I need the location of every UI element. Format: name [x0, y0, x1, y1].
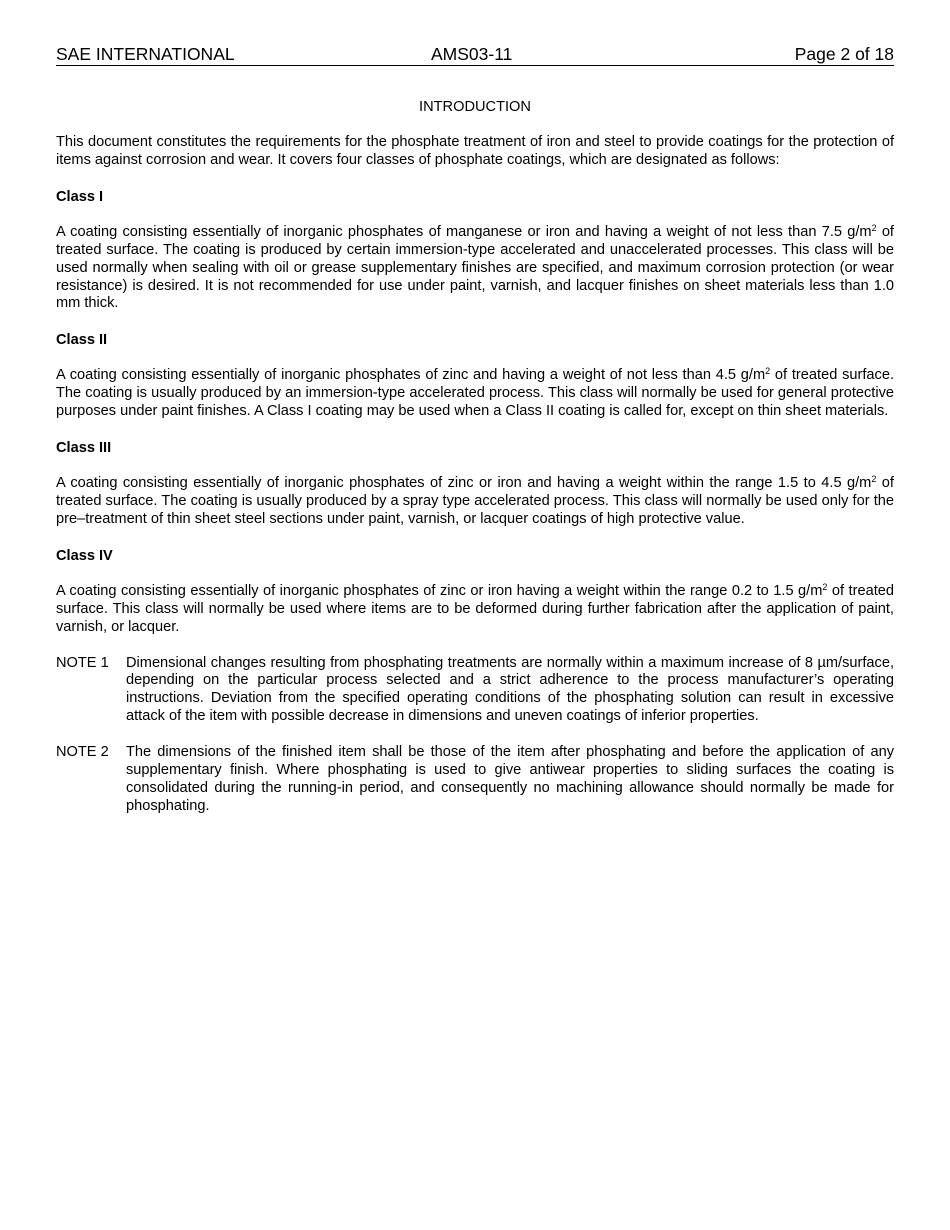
header-page-label: Page 2 of 18	[794, 44, 894, 64]
class-superscript: 2	[765, 366, 771, 377]
note-label: NOTE 1	[56, 654, 109, 671]
class-text: A coating consisting essentially of inorganic phosphates of zinc and having a weight of not less than 4.5 g/m	[56, 367, 766, 384]
class-description	[56, 475, 894, 529]
class-section-1	[56, 188, 894, 314]
header-document-number: AMS03-11	[431, 44, 513, 64]
class-text: of treated surface. The coating is usually produced by an immersion-type accelerated process. This class will normally be used for general protective purposes under paint finishes. A Class I coating may be used when a Class II coating is called for, except on thin sheet materials.	[56, 367, 894, 420]
class-text: A coating consisting essentially of inorganic phosphates of zinc or iron and having a weight within the range 1.5 to 4.5 g/m	[56, 475, 872, 492]
class-superscript: 2	[871, 474, 877, 485]
class-text: A coating consisting essentially of inorganic phosphates of manganese or iron and having a weight of not less than 7.5 g/m	[56, 223, 872, 240]
class-description	[56, 367, 894, 421]
note-text: Dimensional changes resulting from phosphating treatments are normally within a maximum increase of 8 µm/surface, depending on the particular process selected and a strict adherence to the process manufacturer’s operating instructions. Deviation from the specified operating conditions of the phosphating solution can result in excessive attack of the item with possible decrease in dimensions and uneven coatings of inferior properties.	[126, 654, 894, 725]
page-header	[56, 43, 894, 66]
class-section-4	[56, 547, 894, 637]
note-2	[56, 744, 894, 816]
note-text: The dimensions of the finished item shall be those of the item after phosphating and before the application of any supplementary finish. Where phosphating is used to give antiwear properties to sliding surfaces the coating is consolidated during the running-in period, and consequently no machining allowance should normally be made for phosphating.	[126, 744, 894, 814]
introduction-paragraph: This document constitutes the requirements for the phosphate treatment of iron and steel to provide coatings for the protection of items against corrosion and wear. It covers four classes of phosphate coatings, which are designated as follows:	[56, 134, 894, 168]
class-heading: Class IV	[56, 547, 113, 564]
class-heading: Class I	[56, 188, 104, 205]
class-heading: Class II	[56, 332, 108, 349]
class-text: A coating consisting essentially of inorganic phosphates of zinc or iron having a weight within the range 0.2 to 1.5 g/m	[56, 582, 823, 599]
class-section-3	[56, 439, 894, 529]
class-superscript: 2	[871, 222, 877, 233]
class-description	[56, 583, 894, 637]
introduction-title: INTRODUCTION	[419, 99, 531, 115]
class-text: of treated surface. The coating is produced by certain immersion-type accelerated and unaccelerated processes. This class will be used normally when sealing with oil or grease supplementary finishes are specified, and maximum corrosion protection (or wear resistance) is desired. It is not recommended for use under paint, varnish, and lacquer finishes on sheet materials less than 1.0 mm thick.	[56, 223, 894, 312]
class-superscript: 2	[822, 581, 828, 592]
note-1	[56, 655, 894, 727]
class-heading: Class III	[56, 440, 112, 457]
class-section-2	[56, 331, 894, 421]
document-page	[56, 43, 894, 834]
class-text: of treated surface. The coating is usually produced by a spray type accelerated process. This class will normally be used only for the pre–treatment of thin sheet steel sections under paint, varnish, or lacquer coatings of high protective value.	[56, 475, 894, 527]
class-description	[56, 224, 894, 314]
class-text: of treated surface. This class will normally be used where items are to be deformed during further fabrication after the application of paint, varnish, or lacquer.	[56, 582, 894, 635]
header-organization: SAE INTERNATIONAL	[56, 44, 235, 64]
note-label: NOTE 2	[56, 744, 109, 761]
